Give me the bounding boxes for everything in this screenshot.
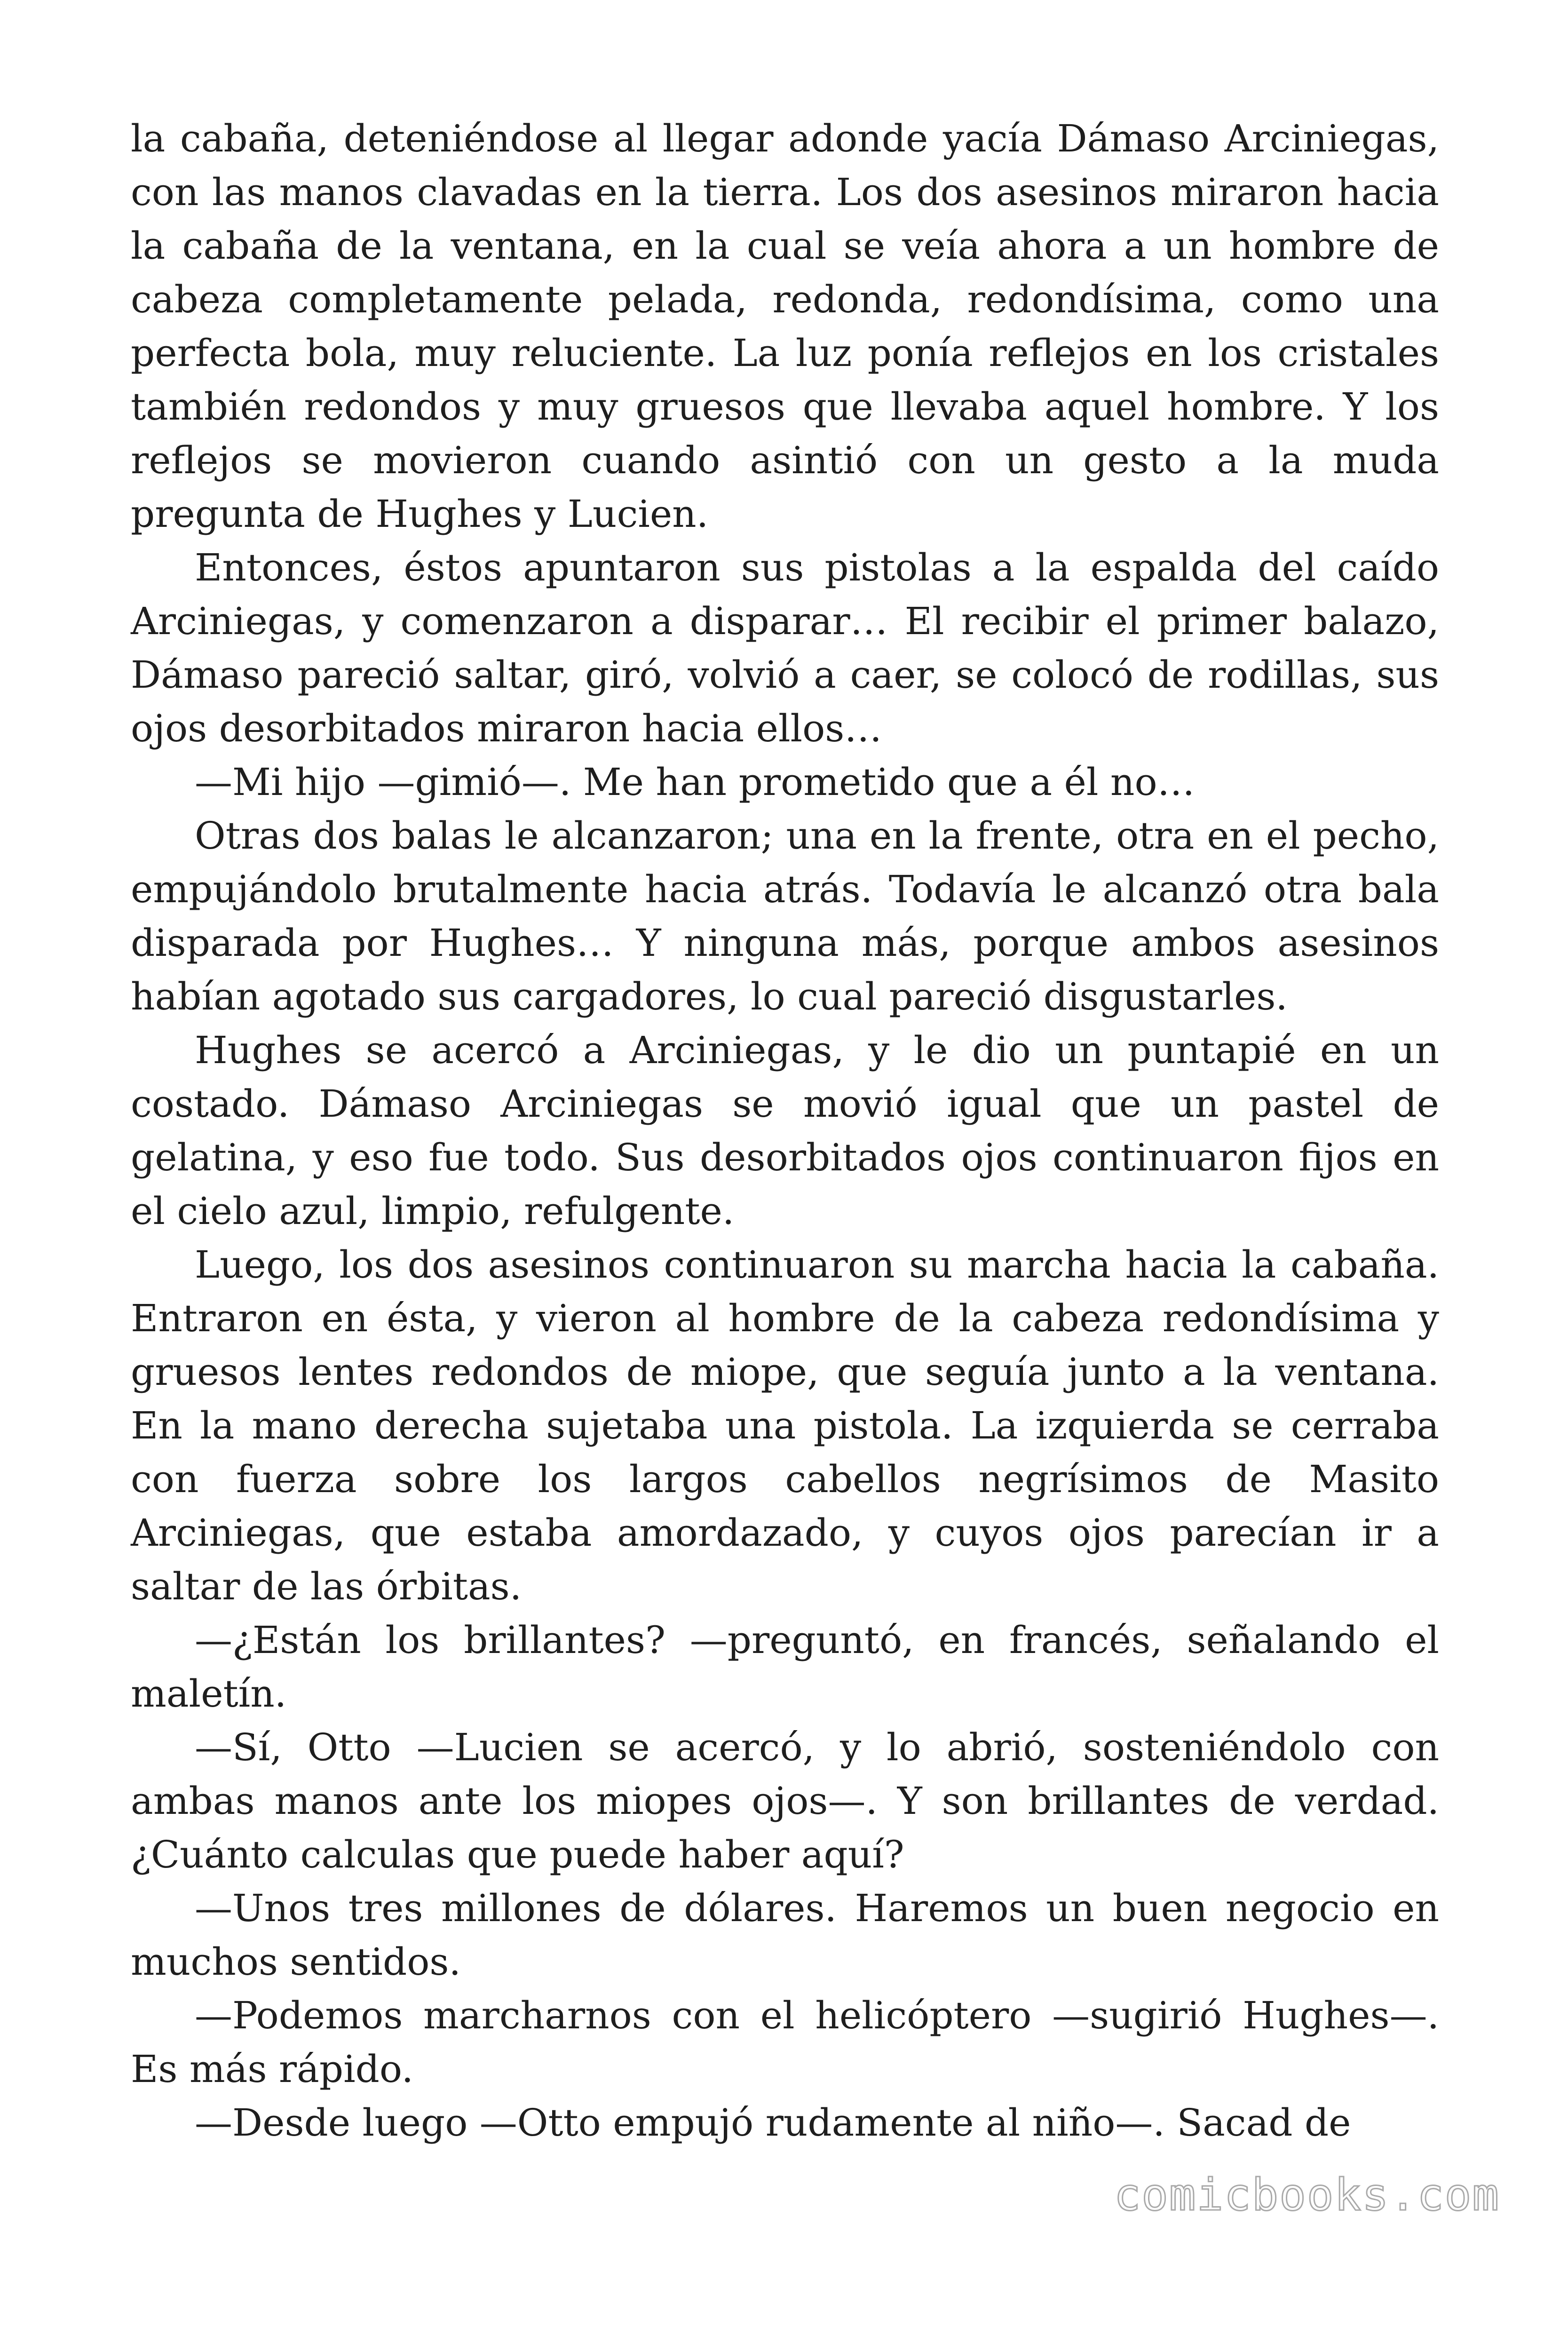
paragraph-4: Otras dos balas le alcanzaron; una en la frente, otra en el pecho, empujándolo brutalmente hacia atrás. Todavía le alcanzó otra bala disparada por Hughes… Y ninguna más, porque ambos asesinos habían agotado sus cargadores, lo cual pareció disgustarles. [131,814,1439,1018]
paragraph-7: —¿Están los brillantes? —preguntó, en francés, señalando el maletín. [131,1618,1439,1716]
paragraph-6: Luego, los dos asesinos continuaron su marcha hacia la cabaña. Entraron en ésta, y vieron al hombre de la cabeza redondísima y gruesos lentes redondos de miope, que seguía junto a la ventana. En la mano derecha sujetaba una pistola. La izquierda se cerraba con fuerza sobre los largos cabellos negrísimos de Masito Arciniegas, que estaba amordazado, y cuyos ojos parecían ir a saltar de las órbitas. [131,1243,1439,1608]
page-body-text [131,112,1439,2150]
paragraph-5: Hughes se acercó a Arciniegas, y le dio un puntapié en un costado. Dámaso Arciniegas se movió igual que un pastel de gelatina, y eso fue todo. Sus desorbitados ojos continuaron fijos en el cielo azul, limpio, refulgente. [131,1028,1439,1233]
paragraph-3: —Mi hijo —gimió—. Me han prometido que a él no… [195,760,1195,804]
paragraph-2: Entonces, éstos apuntaron sus pistolas a la espalda del caído Arciniegas, y comenzaron a disparar… El recibir el primer balazo, Dámaso pareció saltar, giró, volvió a caer, se colocó de rodillas, sus ojos desorbitados miraron hacia ellos… [131,546,1439,750]
watermark-text: comicbooks.com [1114,2169,1500,2221]
paragraph-8: —Sí, Otto —Lucien se acercó, y lo abrió, sosteniéndolo con ambas manos ante los miopes ojos—. Y son brillantes de verdad. ¿Cuánto calculas que puede haber aquí? [131,1725,1439,1876]
paragraph-10: —Podemos marcharnos con el helicóptero —sugirió Hughes—. Es más rápido. [131,1994,1439,2091]
paragraph-9: —Unos tres millones de dólares. Haremos un buen negocio en muchos sentidos. [131,1886,1439,1984]
paragraph-1: la cabaña, deteniéndose al llegar adonde yacía Dámaso Arciniegas, con las manos clavadas en la tierra. Los dos asesinos miraron hacia la cabaña de la ventana, en la cual se veía ahora a un hombre de cabeza completamente pelada, redonda, redondísima, como una perfecta bola, muy reluciente. La luz ponía reflejos en los cristales también redondos y muy gruesos que llevaba aquel hombre. Y los reflejos se movieron cuando asintió con un gesto a la muda pregunta de Hughes y Lucien. [131,117,1439,536]
paragraph-11: —Desde luego —Otto empujó rudamente al niño—. Sacad de [195,2101,1351,2145]
